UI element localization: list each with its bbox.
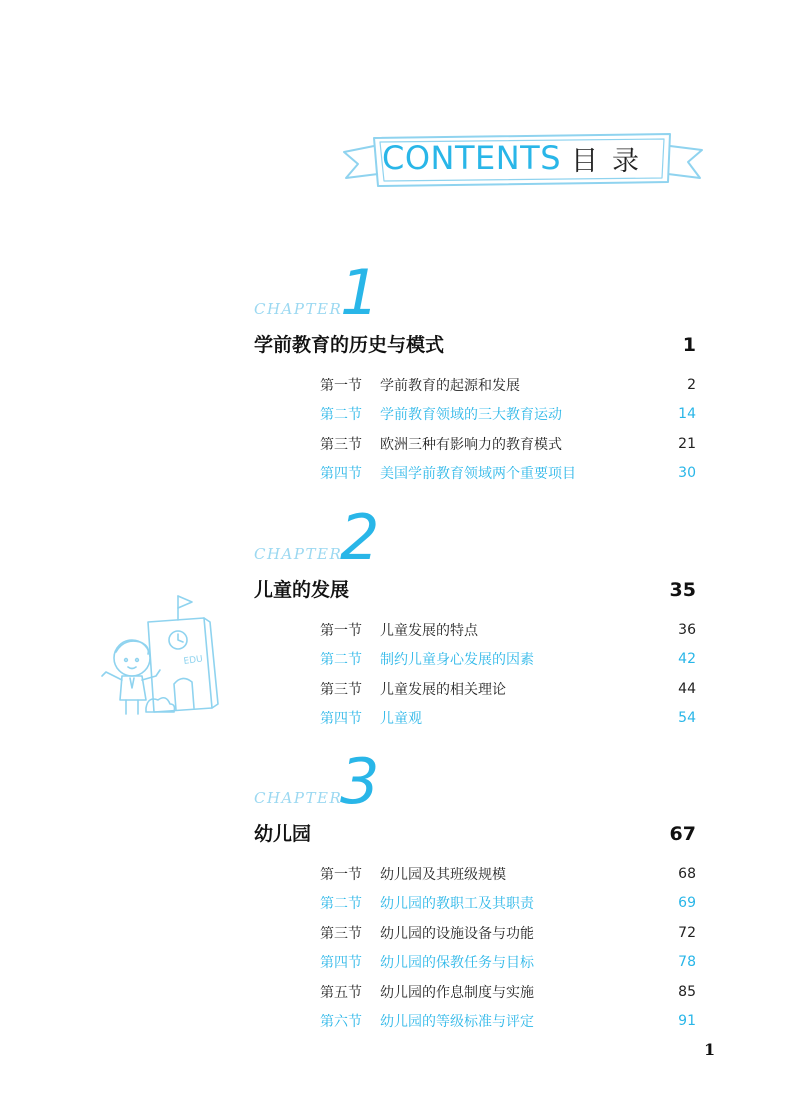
contents-title-zh: 目录 <box>571 145 654 177</box>
sign-label: EDU <box>183 654 204 667</box>
page-number: 1 <box>704 1040 716 1059</box>
toc-entry[interactable] <box>320 400 696 430</box>
section-label: 第一节 <box>320 377 362 394</box>
toc-entry[interactable] <box>320 889 696 919</box>
section-label: 第三节 <box>320 436 362 453</box>
contents-banner <box>340 128 706 192</box>
chapter-2 <box>254 501 696 733</box>
chapter-title: 儿童的发展 <box>254 579 350 601</box>
section-page: 91 <box>678 1013 696 1030</box>
section-page: 69 <box>678 895 696 912</box>
section-label: 第二节 <box>320 652 362 669</box>
section-label: 第四节 <box>320 466 362 483</box>
section-label: 第五节 <box>320 984 362 1001</box>
section-page: 54 <box>678 710 696 727</box>
section-title: 幼儿园的作息制度与实施 <box>380 984 534 1001</box>
chapter-title-row[interactable] <box>254 575 696 605</box>
section-label: 第六节 <box>320 1014 362 1031</box>
chapter-page: 1 <box>682 334 696 356</box>
section-page: 85 <box>678 983 696 1000</box>
section-page: 78 <box>678 954 696 971</box>
section-page: 36 <box>678 621 696 638</box>
section-label: 第四节 <box>320 955 362 972</box>
chapter-1 <box>254 256 696 488</box>
chapter-title: 幼儿园 <box>254 823 312 845</box>
section-title: 幼儿园及其班级规模 <box>380 866 506 883</box>
section-title: 幼儿园的设施设备与功能 <box>380 925 534 942</box>
section-title: 美国学前教育领域两个重要项目 <box>380 466 576 483</box>
toc-entry[interactable] <box>320 1007 696 1037</box>
section-page: 30 <box>678 465 696 482</box>
section-label: 第二节 <box>320 407 362 424</box>
toc-entry[interactable] <box>320 674 696 704</box>
section-label: 第二节 <box>320 896 362 913</box>
section-title: 学前教育的起源和发展 <box>380 377 520 394</box>
section-page: 68 <box>678 865 696 882</box>
toc-entry[interactable] <box>320 859 696 889</box>
section-title: 制约儿童身心发展的因素 <box>380 652 534 669</box>
chapter-label: CHAPTER <box>254 545 343 563</box>
toc-entry[interactable] <box>320 459 696 489</box>
section-label: 第一节 <box>320 622 362 639</box>
section-title: 儿童观 <box>380 711 422 728</box>
chapter-page: 67 <box>669 823 696 845</box>
section-title: 幼儿园的等级标准与评定 <box>380 1014 534 1031</box>
chapter-label: CHAPTER <box>254 300 343 318</box>
toc-entry[interactable] <box>320 918 696 948</box>
section-page: 2 <box>687 376 696 393</box>
section-label: 第一节 <box>320 866 362 883</box>
section-page: 14 <box>678 406 696 423</box>
chapter-page: 35 <box>669 579 696 601</box>
section-label: 第三节 <box>320 681 362 698</box>
section-page: 44 <box>678 680 696 697</box>
toc-entry[interactable] <box>320 615 696 645</box>
section-title: 儿童发展的特点 <box>380 622 478 639</box>
section-label: 第三节 <box>320 925 362 942</box>
section-title: 幼儿园的教职工及其职责 <box>380 896 534 913</box>
section-page: 21 <box>678 435 696 452</box>
toc-entry[interactable] <box>320 704 696 734</box>
section-title: 儿童发展的相关理论 <box>380 681 506 698</box>
toc-entry[interactable] <box>320 645 696 675</box>
chapter-number: 2 <box>340 501 380 574</box>
chapter-title-row[interactable] <box>254 819 696 849</box>
toc-entry[interactable] <box>320 370 696 400</box>
child-school-icon <box>100 592 225 722</box>
chapter-title: 学前教育的历史与模式 <box>254 334 445 356</box>
toc-entry[interactable] <box>320 429 696 459</box>
toc-entry[interactable] <box>320 948 696 978</box>
contents-title-en: CONTENTS <box>382 139 562 177</box>
section-page: 42 <box>678 651 696 668</box>
chapter-number: 1 <box>340 256 380 329</box>
toc-entry[interactable] <box>320 977 696 1007</box>
chapter-title-row[interactable] <box>254 330 696 360</box>
section-title: 学前教育领域的三大教育运动 <box>380 407 562 424</box>
chapter-number: 3 <box>340 745 380 818</box>
chapter-label: CHAPTER <box>254 789 343 807</box>
child-school-illustration <box>100 592 225 726</box>
section-label: 第四节 <box>320 711 362 728</box>
section-page: 72 <box>678 924 696 941</box>
chapter-3 <box>254 745 696 1036</box>
section-title: 幼儿园的保教任务与目标 <box>380 955 534 972</box>
section-title: 欧洲三种有影响力的教育模式 <box>380 436 562 453</box>
